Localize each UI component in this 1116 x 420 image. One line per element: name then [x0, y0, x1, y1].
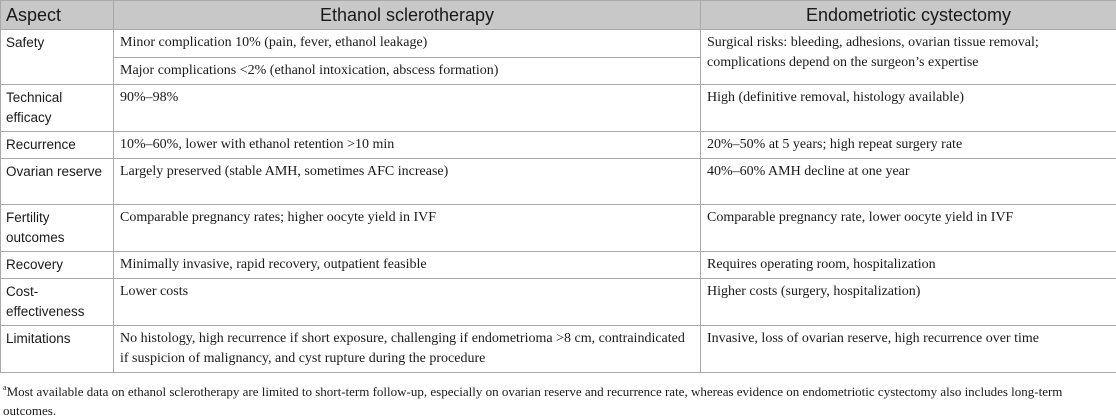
aspect-cell: Fertility outcomes — [1, 205, 114, 252]
table-row — [1, 326, 1116, 373]
cystectomy-cell: Requires operating room, hospitalization — [701, 252, 1116, 279]
footnote-marker: a — [3, 383, 7, 392]
aspect-cell: Safety — [1, 30, 114, 85]
ethanol-cell: Largely preserved (stable AMH, sometimes AFC increase) — [114, 159, 701, 205]
cystectomy-cell: Comparable pregnancy rate, lower oocyte yield in IVF — [701, 205, 1116, 252]
ethanol-cell: 10%–60%, lower with ethanol retention >10 min — [114, 132, 701, 159]
aspect-cell: Technical efficacy — [1, 85, 114, 132]
ethanol-cell: 90%–98% — [114, 85, 701, 132]
cystectomy-cell: Invasive, loss of ovarian reserve, high recurrence over time — [701, 326, 1116, 373]
ethanol-cell: Lower costs — [114, 279, 701, 326]
ethanol-cell: Comparable pregnancy rates; higher oocyte yield in IVF — [114, 205, 701, 252]
table-row-safety — [1, 30, 1116, 58]
cystectomy-cell: High (definitive removal, histology available) — [701, 85, 1116, 132]
ethanol-cell-major: Major complications <2% (ethanol intoxication, abscess formation) — [114, 58, 701, 85]
cystectomy-cell: Higher costs (surgery, hospitalization) — [701, 279, 1116, 326]
ethanol-cell: No histology, high recurrence if short exposure, challenging if endometrioma >8 cm, contraindicated if suspicion of malignancy, and cyst rupture during the procedure — [114, 326, 701, 373]
ethanol-cell: Minimally invasive, rapid recovery, outpatient feasible — [114, 252, 701, 279]
header-row — [1, 1, 1116, 30]
aspect-cell: Ovarian reserve — [1, 159, 114, 205]
aspect-cell: Recovery — [1, 252, 114, 279]
table-row — [1, 279, 1116, 326]
table-footnote — [3, 378, 1108, 420]
aspect-cell: Limitations — [1, 326, 114, 373]
header-aspect: Aspect — [1, 1, 114, 30]
aspect-cell: Recurrence — [1, 132, 114, 159]
header-ethanol-sclerotherapy: Ethanol sclerotherapy — [114, 1, 701, 30]
header-endometriotic-cystectomy: Endometriotic cystectomy — [701, 1, 1116, 30]
cystectomy-cell: 20%–50% at 5 years; high repeat surgery rate — [701, 132, 1116, 159]
table-row — [1, 85, 1116, 132]
cystectomy-cell: 40%–60% AMH decline at one year — [701, 159, 1116, 205]
cystectomy-cell: Surgical risks: bleeding, adhesions, ovarian tissue removal; complications depend on the surgeon’s expertise — [701, 30, 1116, 85]
table-row — [1, 252, 1116, 279]
footnote-text: Most available data on ethanol sclerotherapy are limited to short-term follow-up, especially on ovarian reserve and recurrence rate, whereas evidence on endometriotic cystectomy also includes long-term outcomes. — [3, 384, 1062, 418]
table-row — [1, 159, 1116, 205]
ethanol-cell-minor: Minor complication 10% (pain, fever, ethanol leakage) — [114, 30, 701, 58]
table-row — [1, 132, 1116, 159]
table-row — [1, 205, 1116, 252]
aspect-cell: Cost-effectiveness — [1, 279, 114, 326]
